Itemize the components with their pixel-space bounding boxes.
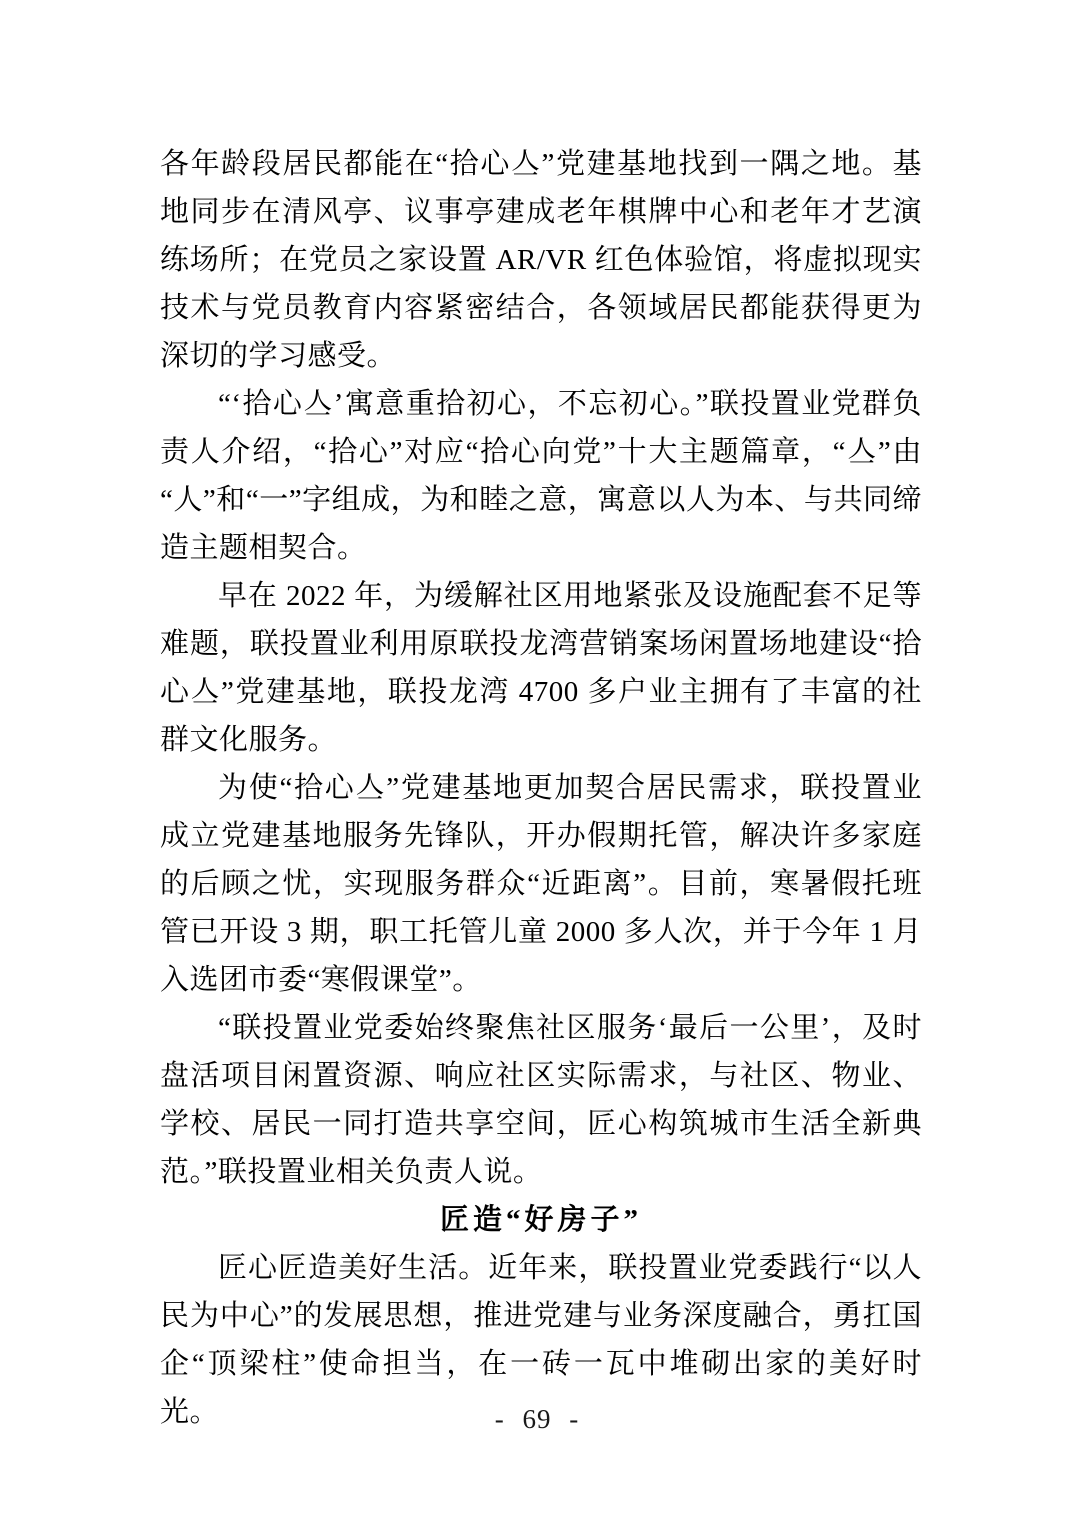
body-paragraph: “联投置业党委始终聚焦社区服务‘最后一公里’，及时盘活项目闲置资源、响应社区实际需求，与社区、物业、学校、居民一同打造共享空间，匠心构筑城市生活全新典范。”联投置业相关负责人说。	[160, 1012, 922, 1188]
section-heading: 匠造“好房子”	[439, 1204, 642, 1236]
page-footer	[0, 1404, 1074, 1435]
body-paragraph: 各年龄段居民都能在“拾心亼”党建基地找到一隅之地。基地同步在清风亭、议事亭建成老年棋牌中心和老年才艺演练场所；在党员之家设置 AR/VR 红色体验馆，将虚拟现实技术与党员教育内容紧密结合，各领域居民都能获得更为深切的学习感受。	[160, 148, 922, 372]
body-text	[160, 140, 922, 1436]
body-paragraph: 早在 2022 年，为缓解社区用地紧张及设施配套不足等难题，联投置业利用原联投龙湾营销案场闲置场地建设“拾心亼”党建基地，联投龙湾 4700 多户业主拥有了丰富的社群文化服务。	[160, 580, 922, 756]
page-number: - 69 -	[494, 1404, 580, 1434]
body-paragraph: 为使“拾心亼”党建基地更加契合居民需求，联投置业成立党建基地服务先锋队，开办假期托管，解决许多家庭的后顾之忧，实现服务群众“近距离”。目前，寒暑假托班管已开设 3 期，职工托管儿童 2000 多人次，并于今年 1 月入选团市委“寒假课堂”。	[160, 772, 922, 996]
body-paragraph: “‘拾心亼’寓意重拾初心，不忘初心。”联投置业党群负责人介绍，“拾心”对应“拾心向党”十大主题篇章，“亼”由“人”和“一”字组成，为和睦之意，寓意以人为本、与共同缔造主题相契合。	[160, 388, 922, 564]
body-paragraph: 匠心匠造美好生活。近年来，联投置业党委践行“以人民为中心”的发展思想，推进党建与业务深度融合，勇扛国企“顶梁柱”使命担当，在一砖一瓦中堆砌出家的美好时光。	[160, 1252, 922, 1428]
